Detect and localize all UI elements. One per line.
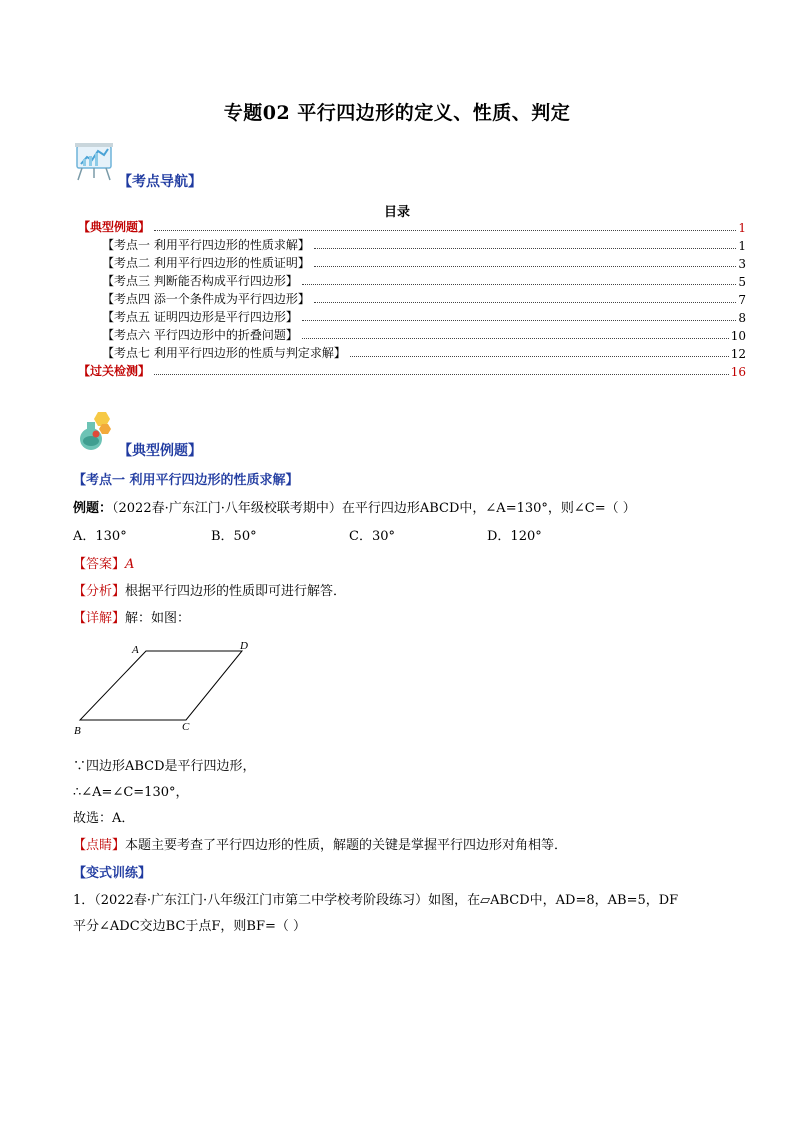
section-heading: 【典型例题】: [118, 443, 202, 459]
toc-row[interactable]: [78, 343, 746, 361]
option-a: A．130°: [73, 529, 127, 544]
detail-tag: 【详解】: [73, 611, 126, 626]
kaodian-heading: 【考点一 利用平行四边形的性质求解】: [73, 473, 299, 488]
toc-label: 【考点五 证明四边形是平行四边形】: [102, 310, 298, 324]
comment-tag: 【点睛】: [73, 838, 126, 853]
vertex-b-label: B: [74, 725, 81, 737]
toc-label: 【考点四 添一个条件成为平行四边形】: [102, 292, 310, 306]
answer-value: A: [125, 557, 135, 572]
analysis-tag: 【分析】: [73, 584, 126, 599]
vertex-d-label: D: [240, 640, 248, 652]
toc-label: 【过关检测】: [78, 364, 151, 378]
toc-row[interactable]: [78, 289, 746, 307]
analysis-line: [73, 580, 346, 599]
toc-label: 【考点六 平行四边形中的折叠问题】: [102, 328, 298, 342]
toc-page: 10: [730, 329, 746, 343]
toc-row[interactable]: [78, 253, 746, 271]
variation-heading: 【变式训练】: [73, 866, 152, 881]
option-d: D．120°: [487, 529, 542, 544]
solution-line-3: 故选：A．: [73, 811, 135, 826]
toc-page: 1: [738, 221, 746, 235]
toc-page: 1: [738, 239, 746, 253]
page-title: 专题02 平行四边形的定义、性质、判定: [223, 102, 571, 124]
toc-row[interactable]: [78, 361, 746, 379]
toc-label: 【考点二 利用平行四边形的性质证明】: [102, 256, 310, 270]
toc-page: 12: [730, 347, 746, 361]
analysis-text: 根据平行四边形的性质即可进行解答．: [125, 584, 347, 599]
problem1-line-1: 1．（2022春·广东江门·八年级江门市第二中学校考阶段练习）如图，在▱ABCD中，AD=8，AB=5，DF: [73, 893, 679, 908]
example-prefix: 例题：: [73, 501, 113, 516]
vertex-c-label: C: [182, 721, 190, 733]
example-text: （2022春·广东江门·八年级校联考期中）在平行四边形ABCD中，∠A=130°，则∠C=（ ）: [112, 501, 636, 516]
problem1-line-2: 平分∠ADC交边BC于点F，则BF=（ ）: [73, 919, 307, 934]
option-b: B．50°: [211, 529, 257, 544]
parallelogram-figure: [70, 635, 260, 740]
toc-row[interactable]: [78, 325, 746, 343]
example-question: [73, 497, 636, 516]
answer-line: [73, 553, 134, 572]
nav-heading: 【考点导航】: [118, 174, 202, 190]
toc-page: 3: [738, 257, 746, 271]
comment-line: [73, 834, 567, 853]
lab-flask-icon: [74, 410, 116, 452]
toc-page: 16: [730, 365, 746, 379]
toc-page: 8: [738, 311, 746, 325]
toc-title: 目录: [383, 205, 410, 220]
chart-board-icon: [74, 140, 116, 182]
comment-text: 本题主要考查了平行四边形的性质，解题的关键是掌握平行四边形对角相等．: [125, 838, 568, 853]
toc-label: 【考点三 判断能否构成平行四边形】: [102, 274, 298, 288]
toc-page: 5: [738, 275, 746, 289]
toc-page: 7: [738, 293, 746, 307]
solution-line-2: ∴∠A=∠C=130°，: [73, 785, 189, 800]
option-c: C．30°: [349, 529, 395, 544]
detail-line: [73, 607, 190, 626]
vertex-a-label: A: [132, 644, 139, 656]
toc-label: 【考点一 利用平行四边形的性质求解】: [102, 238, 310, 252]
toc-row[interactable]: [78, 271, 746, 289]
toc-row[interactable]: [78, 235, 746, 253]
toc-row[interactable]: [78, 307, 746, 325]
detail-text: 解：如图：: [125, 611, 191, 626]
toc-label: 【典型例题】: [78, 220, 151, 234]
toc-label: 【考点七 利用平行四边形的性质与判定求解】: [102, 346, 346, 360]
answer-tag: 【答案】: [73, 557, 126, 572]
toc-row[interactable]: [78, 217, 746, 235]
solution-line-1: ∵四边形ABCD是平行四边形，: [73, 759, 256, 774]
